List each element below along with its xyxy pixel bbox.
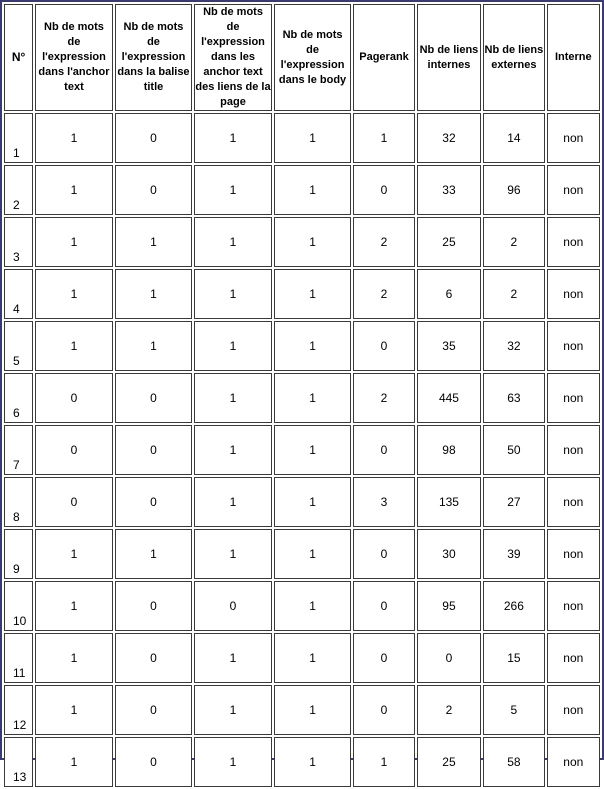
cell-body-words: 1 xyxy=(274,373,352,423)
cell-anchor-text-words: 1 xyxy=(35,581,113,631)
cell-external-links: 5 xyxy=(483,685,544,735)
cell-title-tag-words: 0 xyxy=(115,113,193,163)
cell-internal-flag: non xyxy=(547,477,600,527)
cell-body-words: 1 xyxy=(274,737,352,787)
cell-internal-links: 98 xyxy=(417,425,481,475)
cell-title-tag-words: 1 xyxy=(115,269,193,319)
table-row xyxy=(4,113,600,163)
cell-internal-links: 25 xyxy=(417,217,481,267)
cell-page-links-anchor-words: 0 xyxy=(194,581,272,631)
cell-row-number xyxy=(4,321,33,371)
row-number-label: 6 xyxy=(13,406,20,420)
row-number-label: 7 xyxy=(13,458,20,472)
cell-internal-links: 30 xyxy=(417,529,481,579)
cell-pagerank: 1 xyxy=(353,737,414,787)
cell-page-links-anchor-words: 1 xyxy=(194,737,272,787)
cell-body-words: 1 xyxy=(274,477,352,527)
cell-title-tag-words: 0 xyxy=(115,165,193,215)
table-row xyxy=(4,685,600,735)
header-pagerank: Pagerank xyxy=(353,4,414,111)
cell-title-tag-words: 1 xyxy=(115,321,193,371)
cell-title-tag-words: 0 xyxy=(115,373,193,423)
row-number-label: 13 xyxy=(13,770,27,784)
cell-internal-links: 35 xyxy=(417,321,481,371)
cell-row-number xyxy=(4,737,33,787)
cell-internal-links: 32 xyxy=(417,113,481,163)
cell-internal-flag: non xyxy=(547,269,600,319)
row-number-label: 3 xyxy=(13,250,20,264)
table-row xyxy=(4,269,600,319)
table-row xyxy=(4,217,600,267)
header-body-words: Nb de mots de l'expression dans le body xyxy=(274,4,352,111)
cell-row-number xyxy=(4,529,33,579)
cell-page-links-anchor-words: 1 xyxy=(194,321,272,371)
cell-internal-links: 25 xyxy=(417,737,481,787)
row-number-label: 1 xyxy=(13,146,20,160)
table-row xyxy=(4,373,600,423)
cell-anchor-text-words: 1 xyxy=(35,529,113,579)
cell-external-links: 2 xyxy=(483,269,544,319)
header-title-tag-words: Nb de mots de l'expression dans la balise title xyxy=(115,4,193,111)
row-number-label: 5 xyxy=(13,354,20,368)
cell-external-links: 39 xyxy=(483,529,544,579)
cell-page-links-anchor-words: 1 xyxy=(194,633,272,683)
cell-internal-flag: non xyxy=(547,737,600,787)
row-number-label: 10 xyxy=(13,614,27,628)
row-number-label: 2 xyxy=(13,198,20,212)
cell-row-number xyxy=(4,217,33,267)
cell-external-links: 2 xyxy=(483,217,544,267)
cell-body-words: 1 xyxy=(274,425,352,475)
header-anchor-text-words: Nb de mots de l'expression dans l'anchor text xyxy=(35,4,113,111)
cell-external-links: 266 xyxy=(483,581,544,631)
cell-internal-flag: non xyxy=(547,373,600,423)
table-row xyxy=(4,633,600,683)
cell-internal-flag: non xyxy=(547,529,600,579)
cell-page-links-anchor-words: 1 xyxy=(194,269,272,319)
cell-internal-links: 95 xyxy=(417,581,481,631)
cell-page-links-anchor-words: 1 xyxy=(194,113,272,163)
cell-title-tag-words: 0 xyxy=(115,581,193,631)
table-row xyxy=(4,581,600,631)
table-row xyxy=(4,529,600,579)
cell-row-number xyxy=(4,477,33,527)
cell-body-words: 1 xyxy=(274,113,352,163)
cell-body-words: 1 xyxy=(274,581,352,631)
cell-page-links-anchor-words: 1 xyxy=(194,373,272,423)
cell-anchor-text-words: 1 xyxy=(35,217,113,267)
header-internal-links: Nb de liens internes xyxy=(417,4,481,111)
cell-external-links: 15 xyxy=(483,633,544,683)
cell-title-tag-words: 0 xyxy=(115,477,193,527)
cell-title-tag-words: 1 xyxy=(115,217,193,267)
cell-anchor-text-words: 1 xyxy=(35,113,113,163)
cell-row-number xyxy=(4,113,33,163)
cell-internal-links: 445 xyxy=(417,373,481,423)
table-row xyxy=(4,477,600,527)
cell-internal-links: 6 xyxy=(417,269,481,319)
cell-internal-links: 2 xyxy=(417,685,481,735)
cell-internal-links: 0 xyxy=(417,633,481,683)
cell-body-words: 1 xyxy=(274,217,352,267)
cell-pagerank: 0 xyxy=(353,581,414,631)
cell-page-links-anchor-words: 1 xyxy=(194,425,272,475)
cell-internal-flag: non xyxy=(547,321,600,371)
cell-pagerank: 2 xyxy=(353,373,414,423)
cell-pagerank: 2 xyxy=(353,269,414,319)
cell-pagerank: 2 xyxy=(353,217,414,267)
cell-title-tag-words: 1 xyxy=(115,529,193,579)
cell-internal-links: 33 xyxy=(417,165,481,215)
cell-external-links: 96 xyxy=(483,165,544,215)
cell-body-words: 1 xyxy=(274,321,352,371)
cell-title-tag-words: 0 xyxy=(115,685,193,735)
cell-pagerank: 3 xyxy=(353,477,414,527)
cell-internal-flag: non xyxy=(547,113,600,163)
cell-body-words: 1 xyxy=(274,529,352,579)
cell-internal-flag: non xyxy=(547,425,600,475)
cell-internal-flag: non xyxy=(547,633,600,683)
cell-title-tag-words: 0 xyxy=(115,633,193,683)
cell-row-number xyxy=(4,373,33,423)
row-number-label: 8 xyxy=(13,510,20,524)
row-number-label: 11 xyxy=(13,666,26,680)
row-number-label: 9 xyxy=(13,562,20,576)
cell-pagerank: 0 xyxy=(353,321,414,371)
cell-page-links-anchor-words: 1 xyxy=(194,165,272,215)
cell-row-number xyxy=(4,165,33,215)
cell-external-links: 50 xyxy=(483,425,544,475)
cell-pagerank: 0 xyxy=(353,529,414,579)
cell-internal-links: 135 xyxy=(417,477,481,527)
cell-internal-flag: non xyxy=(547,685,600,735)
table-row xyxy=(4,321,600,371)
cell-body-words: 1 xyxy=(274,685,352,735)
cell-row-number xyxy=(4,633,33,683)
cell-internal-flag: non xyxy=(547,217,600,267)
cell-pagerank: 0 xyxy=(353,425,414,475)
cell-body-words: 1 xyxy=(274,269,352,319)
table-row xyxy=(4,425,600,475)
cell-page-links-anchor-words: 1 xyxy=(194,685,272,735)
cell-title-tag-words: 0 xyxy=(115,737,193,787)
header-page-links-anchor-words: Nb de mots de l'expression dans les anchor text des liens de la page xyxy=(194,4,272,111)
cell-internal-flag: non xyxy=(547,581,600,631)
cell-anchor-text-words: 1 xyxy=(35,737,113,787)
cell-internal-flag: non xyxy=(547,165,600,215)
cell-pagerank: 0 xyxy=(353,685,414,735)
data-table xyxy=(2,2,602,789)
cell-row-number xyxy=(4,581,33,631)
cell-pagerank: 1 xyxy=(353,113,414,163)
cell-anchor-text-words: 1 xyxy=(35,165,113,215)
cell-anchor-text-words: 1 xyxy=(35,633,113,683)
cell-external-links: 58 xyxy=(483,737,544,787)
cell-anchor-text-words: 0 xyxy=(35,425,113,475)
cell-pagerank: 0 xyxy=(353,165,414,215)
table-row xyxy=(4,165,600,215)
table-row xyxy=(4,737,600,787)
cell-title-tag-words: 0 xyxy=(115,425,193,475)
cell-anchor-text-words: 0 xyxy=(35,477,113,527)
cell-page-links-anchor-words: 1 xyxy=(194,477,272,527)
cell-anchor-text-words: 1 xyxy=(35,685,113,735)
header-internal-flag: Interne xyxy=(547,4,600,111)
header-external-links: Nb de liens externes xyxy=(483,4,544,111)
row-number-label: 4 xyxy=(13,302,20,316)
cell-external-links: 14 xyxy=(483,113,544,163)
header-row-number: N° xyxy=(4,4,33,111)
cell-anchor-text-words: 1 xyxy=(35,269,113,319)
cell-row-number xyxy=(4,269,33,319)
cell-body-words: 1 xyxy=(274,165,352,215)
cell-anchor-text-words: 1 xyxy=(35,321,113,371)
cell-anchor-text-words: 0 xyxy=(35,373,113,423)
header-row xyxy=(4,4,600,111)
table-body xyxy=(4,113,600,787)
cell-external-links: 63 xyxy=(483,373,544,423)
cell-page-links-anchor-words: 1 xyxy=(194,217,272,267)
row-number-label: 12 xyxy=(13,718,27,732)
cell-external-links: 27 xyxy=(483,477,544,527)
cell-external-links: 32 xyxy=(483,321,544,371)
cell-pagerank: 0 xyxy=(353,633,414,683)
cell-row-number xyxy=(4,425,33,475)
cell-page-links-anchor-words: 1 xyxy=(194,529,272,579)
cell-body-words: 1 xyxy=(274,633,352,683)
cell-row-number xyxy=(4,685,33,735)
